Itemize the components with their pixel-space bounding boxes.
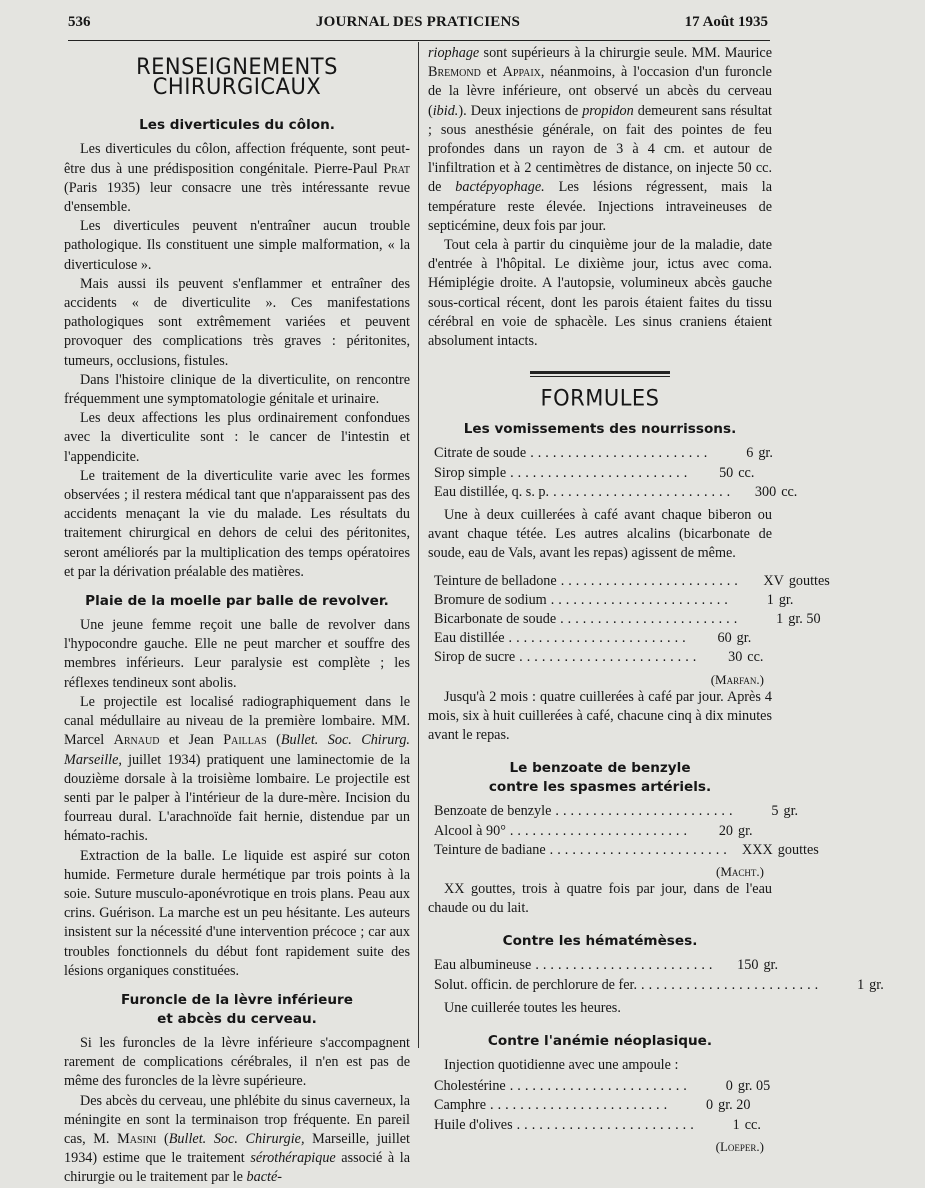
section-title-renseignements: RENSEIGNEMENTS CHIRURGICAUX: [136, 53, 338, 100]
author-credit: (Marfan.): [710, 671, 764, 687]
right-column: [428, 44, 884, 1154]
prescription-row: Eau distillée, q. s. p. ........................ 300 cc.: [434, 483, 798, 500]
prescription-row: Solut. officin. de perchlorure de fer. ........................ 1 gr.: [434, 976, 884, 993]
paragraph: Extraction de la balle. Le liquide est aspiré sur coton humide. Fermeture durale hermétique par trois points à la soie. Suture musculo-aponévrotique en trois plans. Peau aux crins. Guérison. La marche est un peu hésitante. Les auteurs insistent sur la nécessité d'une intervention précoce ; car aux troubles fonctionnels du début font rapidement suite des lésions organiques constituées.: [64, 847, 410, 979]
prescription-row: Sirop simple ........................ 50 cc.: [434, 464, 755, 481]
article-title-plaie-moelle: Plaie de la moelle par balle de revolver.: [85, 593, 389, 610]
paragraph: Tout cela à partir du cinquième jour de la maladie, date d'entrée à l'hôpital. Le dixième jour, ictus avec coma. Hémiplégie droite. A l'autopsie, volumineux abcès gauche sous-cortical récent, dont les parois étaient faites du tissu cérébral en voie de sphacèle. Les sinus craniens étaient absolument intacts.: [428, 237, 772, 350]
page-number: 536: [68, 14, 91, 30]
prescription-list: [434, 802, 819, 860]
prescription-list: [434, 956, 884, 994]
running-header: [68, 14, 768, 38]
paragraph: Les diverticules du côlon, affection fréquente, sont peut-être dus à une prédisposition congénitale. Pierre-Paul Prat (Paris 1935) leur consacre une très intéressante revue d'ensemble.: [64, 141, 410, 216]
prescription-list: [434, 444, 798, 502]
formula-title-benzoate: Le benzoate de benzyle contre les spasmes artériels.: [488, 760, 712, 796]
paragraph: Les diverticules peuvent n'entraîner aucun trouble pathologique. Ils constituent une simple malformation, « la diverticulose ».: [64, 218, 410, 273]
paragraph: Une cuillerée toutes les heures.: [444, 999, 621, 1016]
paragraph: Les deux affections les plus ordinairement confondues avec la diverticulite sont : le cancer de l'intestin et l'appendicite.: [64, 410, 410, 465]
header-rule: [68, 40, 770, 41]
paragraph: Injection quotidienne avec une ampoule :: [444, 1056, 679, 1073]
prescription-row: Teinture de belladone ........................ XV gouttes: [434, 572, 830, 589]
prescription-row: Bromure de sodium ........................ 1 gr.: [434, 591, 794, 608]
paragraph: Le projectile est localisé radiographiquement dans le canal médullaire au niveau de la première lombaire. MM. Marcel Arnaud et Jean Paillas (Bullet. Soc. Chirurg. Marseille, juillet 1934) pratiquent une laminectomie de la douzième dorsale à la troisième lombaire. Le projectile est senti par le palper à l'intérieur de la dure-mère. Incision du fourreau dural. L'arachnoïde fait hernie, distendue par un hémato-rachis.: [64, 693, 410, 845]
article-title-diverticules: Les diverticules du côlon.: [139, 117, 335, 134]
section-divider: [530, 371, 670, 377]
formula-title-hematemeses: Contre les hématémèses.: [502, 933, 698, 950]
left-column: [64, 44, 411, 1186]
issue-date: 17 Août 1935: [684, 14, 768, 30]
paragraph: riophage sont supérieurs à la chirurgie seule. MM. Maurice Bremond et Appaix, néanmoins, à l'occasion d'un furoncle de la lèvre inférieure, ont observé un abcès du cerveau (ibid.). Deux injections de propidon demeurent sans résultat ; sous anesthésie générale, on fait des pointes de feu profondes dans un rayon de 3 à 4 cm. et autour de l'infiltration et à 2 centimètres de distance, on injecte 50 cc. de bactépyophage. Les lésions régressent, mais la température reste élevée. Injections intraveineuses de septicémine, deux fois par jour.: [428, 45, 772, 234]
paragraph: Le traitement de la diverticulite varie avec les formes observées ; il restera médical tant que n'apparaissent pas des accidents menaçant la vie du malade. Les résultats du traitement chirurgical en dehors de celui des péritonites, seront améliorés par la multiplication des temps opératoires et par la dérivation préalable des matières.: [64, 467, 410, 580]
prescription-row: Sirop de sucre ........................ 30 cc.: [434, 649, 764, 666]
paragraph: Des abcès du cerveau, une phlébite du sinus caverneux, la méningite en sont la terminaison trop fréquente. En pareil cas, M. Masini (Bullet. Soc. Chirurgie, Marseille, juillet 1934) estime que le traitement sérothérapique associé à la chirurgie ou le traitement par le bacté-: [64, 1092, 411, 1186]
paragraph: Mais aussi ils peuvent s'enflammer et entraîner des accidents « de diverticulite ». Ces manifestations pathologiques sont extrêmement variées et peuvent provoquer des complications très graves : péritonites, tumeurs, occlusions, fistules.: [64, 275, 410, 369]
paragraph: Jusqu'à 2 mois : quatre cuillerées à café par jour. Après 4 mois, six à huit cuillerées à café, chacune cinq à dix minutes avant le repas.: [428, 688, 772, 744]
article-title-furoncle: Furoncle de la lèvre inférieure et abcès du cerveau.: [121, 991, 353, 1027]
paragraph: Une jeune femme reçoit une balle de revolver dans l'hypocondre gauche. Elle ne peut marcher et souffre des membres inférieurs. Leur paralysie est complète ; les réflexes tendineux sont abolis.: [64, 617, 410, 691]
prescription-row: Eau distillée ........................ 60 gr.: [434, 630, 752, 647]
prescription-row: Teinture de badiane ........................ XXX gouttes: [434, 841, 819, 858]
formula-title-anemie: Contre l'anémie néoplasique.: [487, 1032, 713, 1049]
prescription-row: Alcool à 90° ........................ 20 gr.: [434, 822, 753, 839]
formula-title-vomissements: Les vomissements des nourrissons.: [463, 421, 737, 438]
prescription-row: Huile d'olives ........................ 1 cc.: [434, 1116, 761, 1133]
journal-title: JOURNAL DES PRATICIENS: [315, 14, 521, 30]
prescription-row: Eau albumineuse ........................ 150 gr.: [434, 957, 779, 974]
paragraph: Si les furoncles de la lèvre inférieure s'accompagnent rarement de complications cérébrales, il n'en est pas de même des furoncles de la lèvre supérieure.: [64, 1034, 410, 1090]
author-credit: (Loeper.): [715, 1138, 764, 1154]
column-divider: [418, 42, 419, 1048]
prescription-list: [434, 572, 830, 668]
prescription-row: Bicarbonate de soude ........................ 1 gr. 50: [434, 611, 821, 628]
prescription-row: Camphre ........................ 0 gr. 20: [434, 1097, 751, 1114]
paragraph: Une à deux cuillerées à café avant chaque biberon ou avant chaque tétée. Les autres alcalins (bicarbonate de soude, eau de Vals, avant les repas) agissent de même.: [428, 507, 772, 562]
prescription-list: [434, 1077, 772, 1135]
paragraph: XX gouttes, trois à quatre fois par jour, dans de l'eau chaude ou du lait.: [428, 880, 772, 917]
section-title-formules: FORMULES: [540, 385, 660, 411]
prescription-row: Cholestérine ........................ 0 gr. 05: [434, 1078, 771, 1095]
prescription-row: Citrate de soude ........................ 6 gr.: [434, 445, 773, 462]
author-credit: (Macht.): [716, 863, 764, 879]
paragraph: Dans l'histoire clinique de la diverticulite, on rencontre fréquemment une symptomatologie génitale et urinaire.: [64, 371, 410, 408]
prescription-row: Benzoate de benzyle ........................ 5 gr.: [434, 803, 799, 820]
